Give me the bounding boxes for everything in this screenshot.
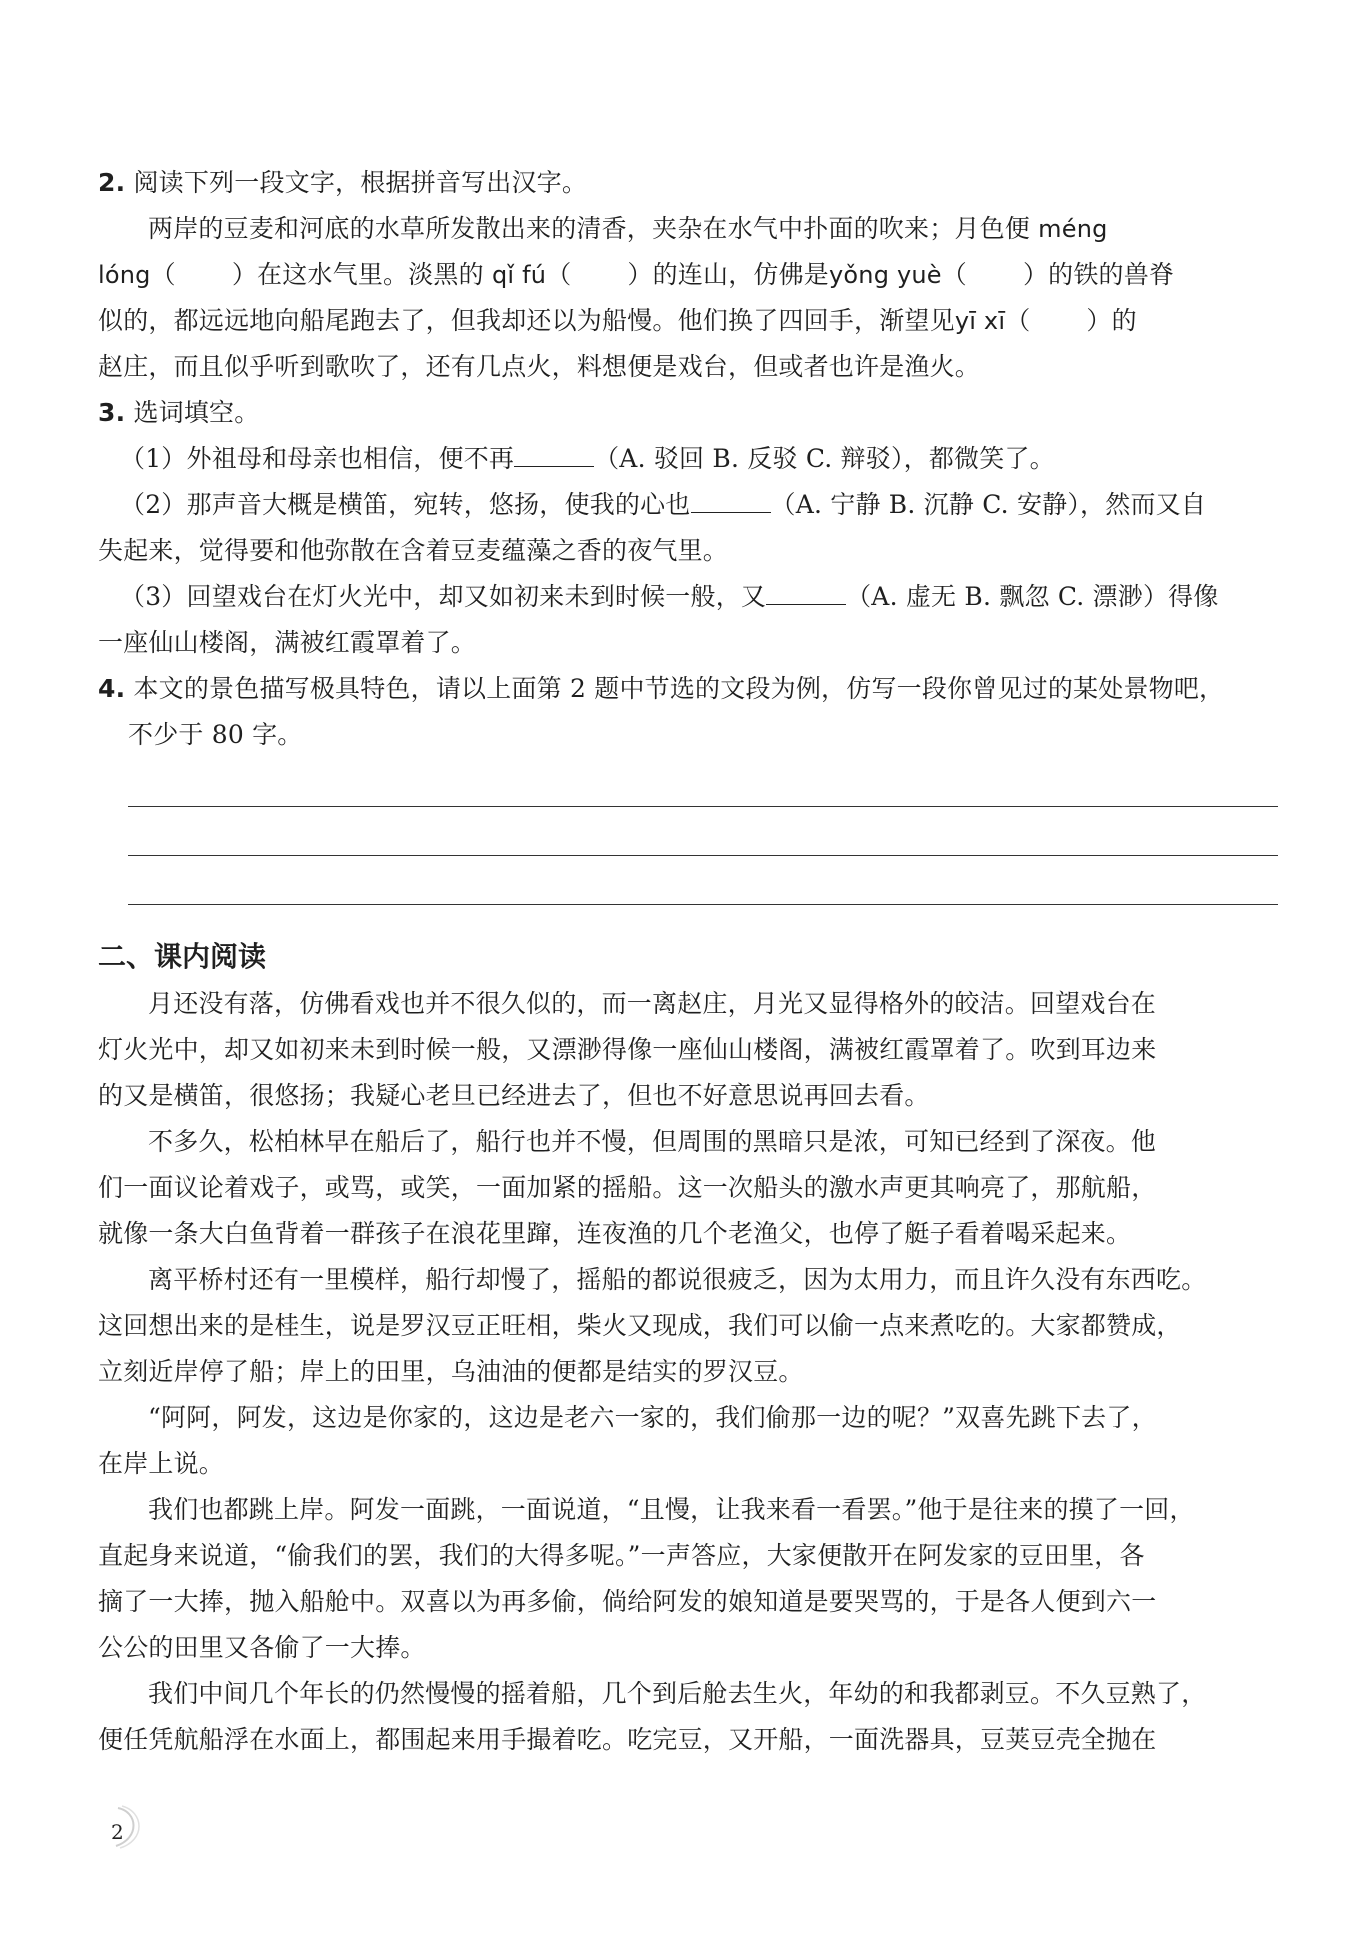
- q2-answer-paren-open: （: [546, 260, 572, 289]
- q2-pinyin-long: lóng: [98, 261, 151, 289]
- q4-number: 4.: [98, 674, 126, 703]
- passage-line: 就像一条大白鱼背着一群孩子在浪花里蹿，连夜渔的几个老渔父，也停了艇子看着喝采起来。: [98, 1219, 1132, 1248]
- q3-item-options: （A. 驳回 B. 反驳 C. 辩驳），都微笑了。: [594, 444, 1055, 473]
- q2-passage-line-2: [98, 252, 1283, 298]
- q4-prompt-text: 本文的景色描写极具特色，请以上面第 2 题中节选的文段为例，仿写一段你曾见过的某处景物吧，: [133, 674, 1225, 703]
- q2-text: ）的: [1086, 306, 1137, 335]
- answer-line[interactable]: [128, 806, 1278, 807]
- q3-prompt-text: 选词填空。: [133, 398, 260, 427]
- q3-item-text: （2）那声音大概是横笛，宛转，悠扬，使我的心也: [120, 490, 691, 519]
- q3-fill-blank-3[interactable]: [766, 574, 846, 605]
- q2-prompt-text: 阅读下列一段文字，根据拼音写出汉字。: [133, 168, 588, 197]
- q3-fill-blank-2[interactable]: [691, 482, 771, 513]
- q2-answer-paren-open: （: [1005, 306, 1031, 335]
- passage-line: 立刻近岸停了船；岸上的田里，乌油油的便都是结实的罗汉豆。: [98, 1357, 804, 1386]
- q2-answer-paren-open: （: [150, 260, 176, 289]
- q4-prompt: [98, 666, 1283, 712]
- section-title: 二、课内阅读: [98, 940, 267, 973]
- page-content: [98, 160, 1283, 1763]
- q3-item-text: （3）回望戏台在灯火光中，却又如初来未到时候一般，又: [120, 582, 767, 611]
- passage-line: 这回想出来的是桂生，说是罗汉豆正旺相，柴火又现成，我们可以偷一点来煮吃的。大家都赞成，: [98, 1311, 1182, 1340]
- passage-line: 不多久，松柏林早在船后了，船行也并不慢，但周围的黑暗只是浓，可知已经到了深夜。他: [148, 1127, 1157, 1156]
- q2-text: 似的，都远远地向船尾跑去了，但我却还以为船慢。他们换了四回手，渐望见: [98, 306, 955, 335]
- passage-line: 离平桥村还有一里模样，船行却慢了，摇船的都说很疲乏，因为太用力，而且许久没有东西吃。: [148, 1265, 1207, 1294]
- passage-line: 在岸上说。: [98, 1449, 225, 1478]
- q2-passage-line-4: 赵庄，而且似乎听到歌吹了，还有几点火，料想便是戏台，但或者也许是渔火。: [98, 352, 981, 381]
- answer-line[interactable]: [128, 855, 1278, 856]
- passage-line: 直起身来说道，“偷我们的罢，我们的大得多呢。”一声答应，大家便散开在阿发家的豆田里，各: [98, 1541, 1145, 1570]
- passage-line: 便任凭航船浮在水面上，都围起来用手撮着吃。吃完豆，又开船，一面洗器具，豆荚豆壳全抛在: [98, 1725, 1157, 1754]
- q3-fill-blank-1[interactable]: [514, 436, 594, 467]
- q3-item-2: [98, 482, 1283, 528]
- q2-text: ）在这水气里。淡黑的: [231, 260, 484, 289]
- q2-pinyin-yongyue: yǒng yuè: [829, 261, 942, 289]
- passage-line: 我们也都跳上岸。阿发一面跳，一面说道，“且慢，让我来看一看罢。”他于是往来的摸了一回，: [148, 1495, 1195, 1524]
- q3-item-options: （A. 宁静 B. 沉静 C. 安静），然而又自: [770, 490, 1207, 519]
- q2-passage-line-1: [98, 206, 1283, 252]
- q2-answer-paren-open: （: [941, 260, 967, 289]
- q3-item-3: [98, 574, 1283, 620]
- q4-answer-area[interactable]: [128, 806, 1278, 905]
- q3-item-2-cont: 失起来，觉得要和他弥散在含着豆麦蕴藻之香的夜气里。: [98, 536, 729, 565]
- q2-text: ）的连山，仿佛是: [627, 260, 829, 289]
- q2-text: 两岸的豆麦和河底的水草所发散出来的清香，夹杂在水气中扑面的吹来；月色便: [148, 214, 1031, 243]
- passage-line: 灯火光中，却又如初来未到时候一般，又漂渺得像一座仙山楼阁，满被红霞罩着了。吹到耳边来: [98, 1035, 1157, 1064]
- passage-line: 我们中间几个年长的仍然慢慢的摇着船，几个到后舱去生火，年幼的和我都剥豆。不久豆熟了，: [148, 1679, 1207, 1708]
- q2-prompt: [98, 160, 1283, 206]
- q2-text: ）的铁的兽脊: [1022, 260, 1175, 289]
- passage-line: 们一面议论着戏子，或骂，或笑，一面加紧的摇船。这一次船头的激水声更其响亮了，那航船，: [98, 1173, 1157, 1202]
- q3-number: 3.: [98, 398, 126, 427]
- passage-line: 摘了一大捧，抛入船舱中。双喜以为再多偷，倘给阿发的娘知道是要哭骂的，于是各人便到六一: [98, 1587, 1157, 1616]
- q3-prompt: [98, 390, 1283, 436]
- q2-pinyin-qifu: qǐ fú: [491, 261, 547, 289]
- q3-item-1: [98, 436, 1283, 482]
- page-number-badge: [78, 1800, 148, 1850]
- answer-line[interactable]: [128, 904, 1278, 905]
- q3-item-text: （1）外祖母和母亲也相信，便不再: [120, 444, 515, 473]
- q2-pinyin-meng: méng: [1038, 215, 1108, 243]
- page-number: 2: [111, 1820, 124, 1844]
- q3-item-3-cont: 一座仙山楼阁，满被红霞罩着了。: [98, 628, 477, 657]
- q2-passage-line-3: [98, 298, 1283, 344]
- passage-line: 公公的田里又各偷了一大捧。: [98, 1633, 426, 1662]
- q2-number: 2.: [98, 168, 126, 197]
- q2-pinyin-yixi: yī xī: [954, 307, 1006, 335]
- passage-line: “阿阿，阿发，这边是你家的，这边是老六一家的，我们偷那一边的呢？”双喜先跳下去了，: [148, 1403, 1157, 1432]
- passage-line: 的又是横笛，很悠扬；我疑心老旦已经进去了，但也不好意思说再回去看。: [98, 1081, 930, 1110]
- passage-line: 月还没有落，仿佛看戏也并不很久似的，而一离赵庄，月光又显得格外的皎洁。回望戏台在: [148, 989, 1157, 1018]
- q4-prompt-cont: 不少于 80 字。: [128, 720, 303, 749]
- q3-item-options: （A. 虚无 B. 飘忽 C. 漂渺）得像: [846, 582, 1219, 611]
